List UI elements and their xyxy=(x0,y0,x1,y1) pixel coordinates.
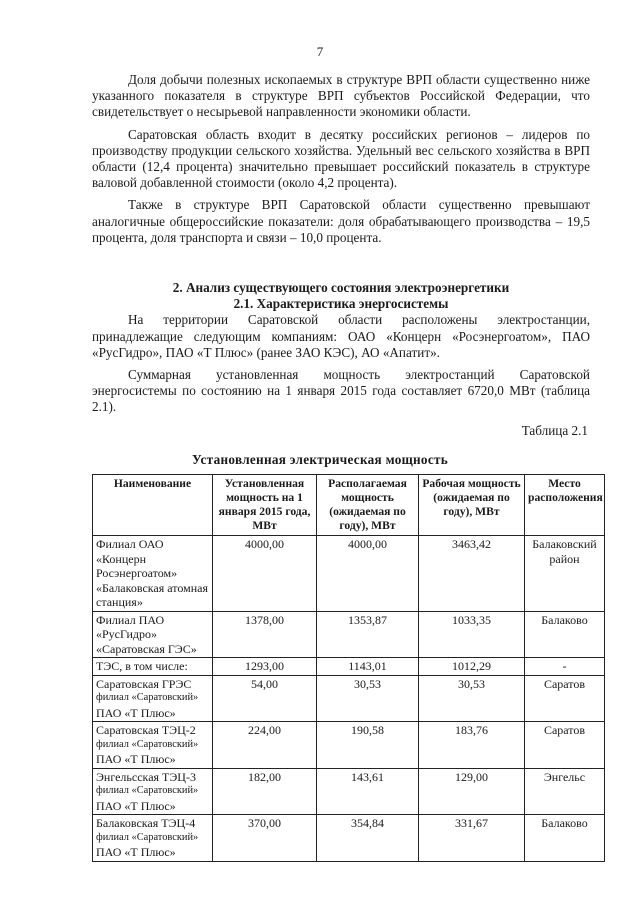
table-header-row xyxy=(93,475,605,536)
cell-available: 30,53 xyxy=(317,675,419,722)
cell-installed: 54,00 xyxy=(213,675,317,722)
col-header: Установленная мощность на 1 января 2015 года, МВт xyxy=(213,475,317,536)
table-label: Таблица 2.1 xyxy=(521,423,588,438)
cell-name: Филиал ОАО «Концерн Росэнергоатом» «Балаковская атомная станция» xyxy=(93,536,213,612)
station-name: Саратовская ГРЭС xyxy=(96,676,192,691)
subsection-heading: 2.1. Характеристика энергосистемы xyxy=(233,296,449,312)
cell-working: 1012,29 xyxy=(419,658,525,676)
col-header: Располагаемая мощность (ожидаемая по году), МВт xyxy=(317,475,419,536)
table-row xyxy=(93,658,605,676)
cell-location: Энгельс xyxy=(525,768,605,815)
col-header: Наименование xyxy=(93,475,213,536)
col-header: Место расположения xyxy=(525,475,605,536)
company-name: ПАО «Т Плюс» xyxy=(96,845,176,859)
body-text-top xyxy=(92,72,590,246)
cell-available: 1143,01 xyxy=(317,658,419,676)
cell-location: Саратов xyxy=(525,675,605,722)
cell-working: 129,00 xyxy=(419,768,525,815)
cell-name: Филиал ПАО «РусГидро» «Саратовская ГЭС» xyxy=(93,611,213,658)
cell-available: 1353,87 xyxy=(317,611,419,658)
table-row xyxy=(93,722,605,769)
paragraph: Также в структуре ВРП Саратовской области существенно превышают аналогичные общероссийские показатели: доля обрабатывающего производства – 19,5 процента, доля транспорта и связи – 10,0 процента. xyxy=(92,197,590,245)
cell-installed: 182,00 xyxy=(213,768,317,815)
power-table xyxy=(92,474,605,862)
station-name: Саратовская ТЭЦ-2 xyxy=(96,723,196,737)
paragraph: Суммарная установленная мощность электростанций Саратовской энергосистемы по состоянию на 1 января 2015 года составляет 6720,0 МВт (таблица 2.1). xyxy=(92,367,590,415)
section-heading: 2. Анализ существующего состояния электроэнергетики xyxy=(172,280,510,295)
table-row xyxy=(93,815,605,862)
station-name: Балаковская ТЭЦ-4 xyxy=(96,816,196,830)
branch-name: филиал «Саратовский» xyxy=(96,785,199,796)
section xyxy=(92,280,590,416)
branch-name: филиал «Саратовский» xyxy=(96,738,199,750)
station-name: Энгельсская ТЭЦ-3 xyxy=(96,769,196,784)
company-name: ПАО «Т Плюс» xyxy=(96,705,176,720)
table-row xyxy=(93,611,605,658)
paragraph: На территории Саратовской области расположены электростанции, принадлежащие следующим компаниям: ОАО «Концерн «Росэнергоатом», ПАО «РусГидро», ПАО «Т Плюс» (ранее ЗАО КЭС), АО «Апатит». xyxy=(92,312,590,360)
cell-name xyxy=(93,675,213,722)
cell-working: 331,67 xyxy=(419,815,525,862)
cell-name: ТЭС, в том числе: xyxy=(93,658,213,676)
table-title: Установленная электрическая мощность xyxy=(191,452,449,467)
branch-name: филиал «Саратовский» xyxy=(96,692,199,703)
paragraph: Доля добычи полезных ископаемых в структуре ВРП области существенно ниже указанного показателя в структуре ВРП субъектов Российской Федерации, что свидетельствует о несырьевой направленности экономики области. xyxy=(92,72,590,120)
cell-location: Балаково xyxy=(525,611,605,658)
cell-name xyxy=(93,722,213,769)
cell-available: 190,58 xyxy=(317,722,419,769)
cell-name xyxy=(93,768,213,815)
cell-location: Балаково xyxy=(525,815,605,862)
branch-name: филиал «Саратовский» xyxy=(96,831,199,843)
cell-available: 143,61 xyxy=(317,768,419,815)
cell-installed: 4000,00 xyxy=(213,536,317,612)
cell-installed: 1293,00 xyxy=(213,658,317,676)
table-row xyxy=(93,768,605,815)
cell-working: 30,53 xyxy=(419,675,525,722)
cell-available: 354,84 xyxy=(317,815,419,862)
cell-location: - xyxy=(525,658,605,676)
table-row xyxy=(93,536,605,612)
cell-location: Балаковский район xyxy=(525,536,605,612)
cell-installed: 224,00 xyxy=(213,722,317,769)
paragraph: Саратовская область входит в десятку российских регионов – лидеров по производству продукции сельского хозяйства. Удельный вес сельского хозяйства в ВРП области (12,4 процента) значительно превышает российский показатель в структуре валовой добавленной стоимости (около 4,2 процента). xyxy=(92,126,590,191)
cell-name xyxy=(93,815,213,862)
col-header: Рабочая мощность (ожидаемая по году), МВт xyxy=(419,475,525,536)
page-number: 7 xyxy=(316,44,324,59)
cell-installed: 1378,00 xyxy=(213,611,317,658)
table-row xyxy=(93,675,605,722)
cell-working: 3463,42 xyxy=(419,536,525,612)
cell-working: 183,76 xyxy=(419,722,525,769)
cell-available: 4000,00 xyxy=(317,536,419,612)
cell-working: 1033,35 xyxy=(419,611,525,658)
cell-installed: 370,00 xyxy=(213,815,317,862)
company-name: ПАО «Т Плюс» xyxy=(96,752,176,766)
company-name: ПАО «Т Плюс» xyxy=(96,798,176,813)
cell-location: Саратов xyxy=(525,722,605,769)
